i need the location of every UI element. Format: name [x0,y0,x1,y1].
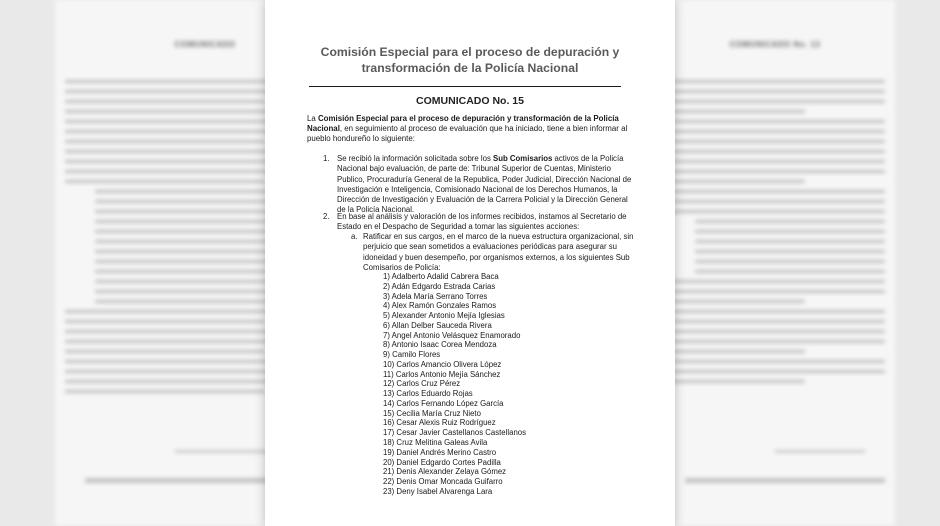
list-item-1-text-bold: Sub Comisarios [493,154,553,163]
list-item: 17) Cesar Javier Castellanos Castellanos [383,428,527,438]
list-item: 13) Carlos Eduardo Rojas [383,389,473,399]
list-item: 9) Camilo Flores [383,350,441,360]
list-item-1-text [337,154,635,216]
list-item-1-text-start: Se recibió la información solicitada sobre los [337,154,494,163]
list-item: 3) Adela María Serrano Torres [383,291,488,301]
list-item-2-text: En base al análisis y valoración de los informes recibidos, instamos al Secretario de Estado en el Despacho de Seguridad a tomar las siguientes acciones: [337,212,627,232]
list-item: 20) Daniel Edgardo Cortes Padilla [383,457,501,467]
background-page-right [655,0,895,526]
list-item: 12) Carlos Cruz Pérez [383,379,461,389]
document-page [265,0,675,526]
background-page-right-heading: COMUNICADO No. 13 [729,40,821,49]
list-item: 16) Cesar Alexis Ruiz Rodríguez [383,418,496,428]
background-page-right-footer [685,478,885,483]
intro-text-commission: Comisión Especial para el proceso de depuración y transformación de la Policía Nacional [307,114,619,134]
organization-title-line-1: Comisión Especial para el proceso de depuración y [320,45,620,59]
list-item: 5) Alexander Antonio Mejía Iglesias [383,311,505,321]
list-item: 7) Angel Antonio Velásquez Enamorado [383,330,521,340]
comunicado-heading: COMUNICADO No. 15 [416,95,524,107]
sub-item-a-letter: a. [351,232,358,241]
intro-text-start: La [307,114,318,123]
list-item: 1) Adalberto Adalid Cabrera Baca [383,272,499,281]
list-item: 15) Cecilia María Cruz Nieto [383,408,481,418]
list-item: 8) Antonio Isaac Corea Mendoza [383,340,497,350]
sub-item-a-text: Ratificar en sus cargos, en el marco de la nueva estructura organizacional, sin perjuicio que sean sometidos a evaluaciones periódicas para asegurar su idoneidad y buen desempeño, por organismos externos, a los siguientes Sub Comisarios de Policía: [363,232,634,272]
list-item: 18) Cruz Melitina Galeas Avila [383,438,488,448]
title-divider [309,86,621,87]
sub-comisarios-list [383,272,526,497]
list-item: 14) Carlos Fernando López García [383,398,504,408]
intro-text-end: , en seguimiento al proceso de evaluación que ha iniciado, tiene a bien informar al pueblo hondureño lo siguiente: [307,124,628,144]
list-item-1-text-end: activos de la Policía Nacional bajo evaluación, de parte de: Tribunal Superior de Cuentas, Ministerio Publico, Procuraduría General de la Republica, Poder Judicial, Dirección Nacional de Investigación e Inteligencia, Comisionado Nacional de los Derechos Humanos, la Dirección de Investigación y Evaluación de la Carrera Policial y la Dirección General de la Policía Nacional. [337,154,632,215]
list-item: 11) Carlos Antonio Mejía Sánchez [383,369,501,379]
list-item: 4) Alex Ramón Gonzales Ramos [383,301,497,311]
list-item: 21) Denis Alexander Zelaya Gómez [383,467,507,477]
organization-title-line-2: transformación de la Policía Nacional [361,61,579,75]
list-item: 22) Denis Omar Moncada Guifarro [383,477,503,487]
background-page-left-heading: COMUNICADO [174,40,236,49]
list-item-1-number: 1. [323,154,330,163]
list-item-2-number: 2. [323,212,330,221]
organization-title [265,44,675,76]
background-page-right-date [775,450,865,453]
intro-paragraph [307,114,637,145]
list-item: 6) Allan Delber Sauceda Rivera [383,320,492,330]
list-item: 10) Carlos Amancio Olivera López [383,359,502,369]
list-item: 23) Deny Isabel Alvarenga Lara [383,486,493,496]
list-item: 19) Daniel Andrés Merino Castro [383,447,497,457]
list-item: 2) Adán Edgardo Estrada Carias [383,281,496,291]
background-page-right-lines [655,80,895,383]
